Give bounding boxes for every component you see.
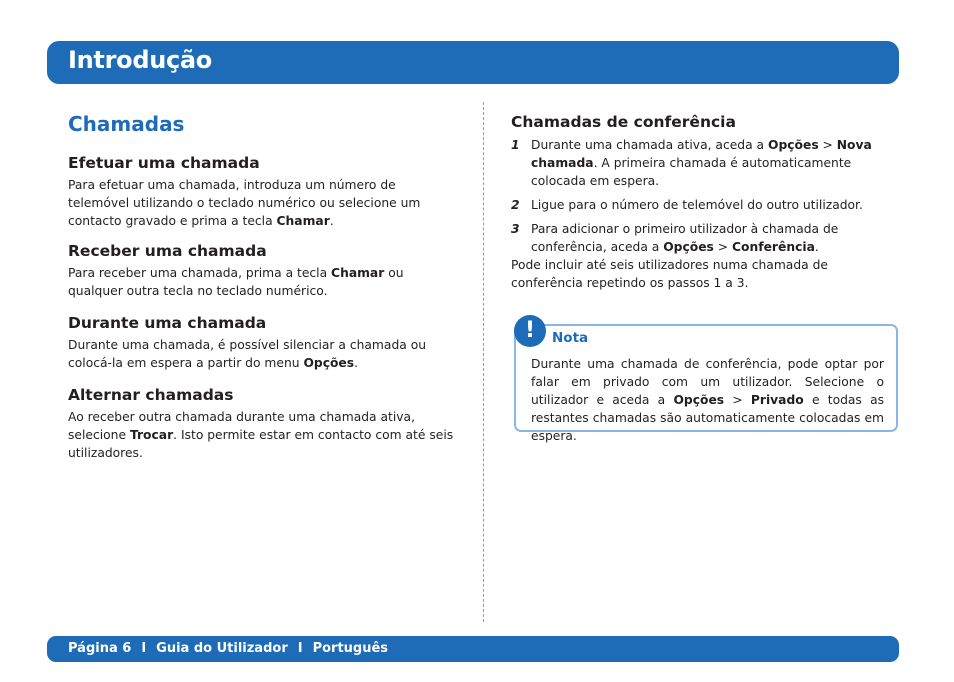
exclamation-icon: ! bbox=[514, 315, 546, 347]
footer-page: Página 6 bbox=[68, 641, 132, 656]
step-text: Ligue para o número de telemóvel do outro utilizador. bbox=[531, 198, 863, 212]
paragraph-receber: Para receber uma chamada, prima a tecla Chamar ou qualquer outra tecla no teclado numérico. bbox=[68, 266, 404, 298]
footer-guide: Guia do Utilizador bbox=[156, 641, 288, 656]
section-title: Chamadas bbox=[68, 112, 185, 136]
subheading-efetuar: Efetuar uma chamada bbox=[68, 154, 260, 172]
list-item bbox=[511, 196, 901, 214]
footer-text bbox=[68, 641, 388, 656]
footer-language: Português bbox=[312, 641, 389, 656]
header-bar bbox=[47, 41, 899, 84]
note-title: Nota bbox=[552, 330, 589, 346]
subheading-receber: Receber uma chamada bbox=[68, 242, 267, 260]
list-item bbox=[511, 136, 901, 190]
column-divider bbox=[483, 102, 484, 622]
right-column bbox=[511, 110, 901, 292]
paragraph-efetuar: Para efetuar uma chamada, introduza um número de telemóvel utilizando o teclado numérico ou selecione um contacto gravado e prima a tecla Chamar. bbox=[68, 178, 421, 228]
conference-paragraph: Pode incluir até seis utilizadores numa chamada de conferência repetindo os passos 1 a 3. bbox=[511, 258, 828, 290]
step-number: 1 bbox=[511, 138, 520, 152]
paragraph-durante: Durante uma chamada, é possível silenciar a chamada ou colocá-la em espera a partir do menu Opções. bbox=[68, 338, 427, 370]
subheading-alternar: Alternar chamadas bbox=[68, 386, 234, 404]
footer-separator: I bbox=[141, 641, 147, 656]
footer-bar bbox=[47, 636, 899, 662]
subheading-conferencia: Chamadas de conferência bbox=[511, 113, 736, 131]
note-text: Durante uma chamada de conferência, pode optar por falar em privado com um utilizador. Selecione o utilizador e aceda a Opções > Privado e todas as restantes chamadas são automaticamente colocadas em espera. bbox=[531, 357, 885, 443]
step-text: Durante uma chamada ativa, aceda a Opções > Nova chamada. A primeira chamada é automaticamente colocada em espera. bbox=[531, 138, 872, 188]
step-number: 3 bbox=[511, 222, 520, 236]
page-title: Introdução bbox=[68, 46, 212, 74]
step-text: Para adicionar o primeiro utilizador à chamada de conferência, aceda a Opções > Conferência. bbox=[531, 222, 839, 254]
paragraph-alternar: Ao receber outra chamada durante uma chamada ativa, selecione Trocar. Isto permite estar em contacto com até seis utilizadores. bbox=[68, 410, 454, 460]
step-number: 2 bbox=[511, 198, 520, 212]
left-column bbox=[68, 110, 460, 462]
list-item bbox=[511, 220, 901, 256]
subheading-durante: Durante uma chamada bbox=[68, 314, 267, 332]
footer-separator: I bbox=[297, 641, 303, 656]
